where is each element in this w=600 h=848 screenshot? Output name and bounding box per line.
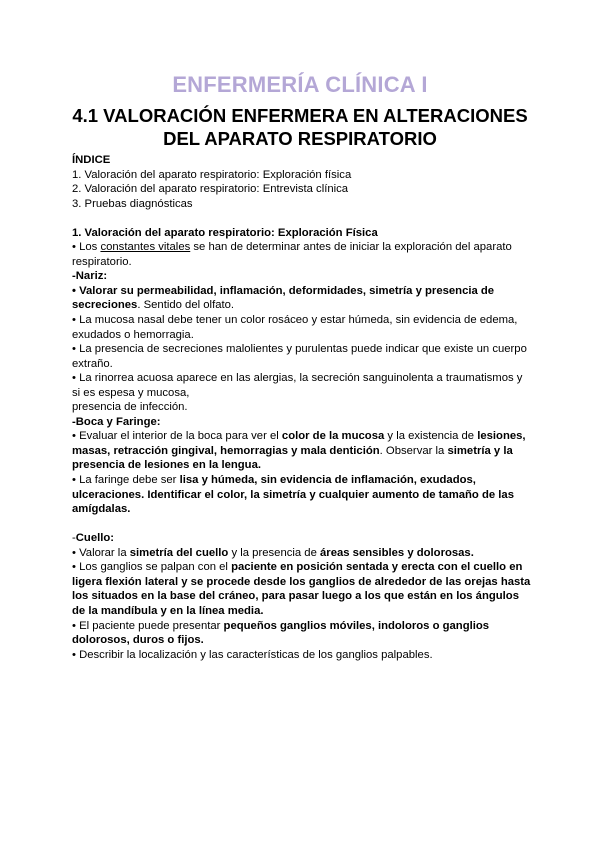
cuello-paragraph-1: • Valorar la simetría del cuello y la presencia de áreas sensibles y dolorosas. (72, 546, 474, 559)
boca-heading: -Boca y Faringe: (72, 415, 161, 428)
index-heading: ÍNDICE (72, 154, 111, 166)
nariz-paragraph-1: • Valorar su permeabilidad, inflamación, deformidades, simetría y presencia de secreciones. Sentido del olfato. (72, 284, 495, 312)
boca-paragraph-2: • La faringe debe ser lisa y húmeda, sin evidencia de inflamación, exudados, ulceraciones. Identificar el color, la simetría y cualquier aumento de tamaño de las amígdalas. (72, 474, 514, 516)
boca-paragraph-1: • Evaluar el interior de la boca para ver el color de la mucosa y la existencia de lesiones, masas, retracción gingival, hemorragias y mala dentición. Observar la simetría y la presencia de lesiones en la lengua. (72, 430, 526, 472)
index-item-2: 2. Valoración del aparato respiratorio: Entrevista clínica (72, 183, 349, 196)
nariz-paragraph-4: • La rinorrea acuosa aparece en las alergias, la secreción sanguinolenta a traumatismos y si es espesa y mucosa, (72, 372, 523, 399)
section-heading: 1. Valoración del aparato respiratorio: Exploración Física (72, 226, 378, 239)
spacer (72, 211, 532, 226)
subtitle-line-1: 4.1 VALORACIÓN ENFERMERA EN ALTERACIONES (72, 105, 528, 126)
index-item-3: 3. Pruebas diagnósticas (72, 197, 193, 210)
document-body (72, 153, 532, 662)
cuello-heading: -Cuello: (72, 532, 115, 545)
constantes-vitales-link-text: constantes vitales (100, 241, 191, 254)
spacer (72, 517, 532, 532)
document-subtitle (40, 104, 560, 150)
subtitle-line-2: DEL APARATO RESPIRATORIO (163, 128, 437, 149)
nariz-heading: -Nariz: (72, 270, 108, 283)
document-title: ENFERMERÍA CLÍNICA I (172, 72, 428, 97)
cuello-paragraph-2: • Los ganglios se palpan con el paciente en posición sentada y erecta con el cuello en ligera flexión lateral y se procede desde los ganglios de alrededor de las orejas hasta los situados en la base del cráneo, para pasar luego a los que están en los ángulos de la mandíbula y en la línea media. (72, 561, 531, 617)
nariz-paragraph-2: • La mucosa nasal debe tener un color rosáceo y estar húmeda, sin evidencia de edema, exudados o hemorragia. (72, 314, 518, 341)
nariz-paragraph-5: presencia de infección. (72, 401, 188, 414)
nariz-paragraph-3: • La presencia de secreciones malolientes y purulentas puede indicar que existe un cuerpo extraño. (72, 343, 527, 370)
cuello-paragraph-4: • Describir la localización y las características de los ganglios palpables. (72, 648, 433, 661)
index-item-1: 1. Valoración del aparato respiratorio: Exploración física (72, 168, 352, 181)
cuello-paragraph-3: • El paciente puede presentar pequeños ganglios móviles, indoloros o ganglios dolorosos, duros o fijos. (72, 619, 490, 647)
intro-paragraph: • Los constantes vitales se han de determinar antes de iniciar la exploración del aparato respiratorio. (72, 241, 512, 268)
